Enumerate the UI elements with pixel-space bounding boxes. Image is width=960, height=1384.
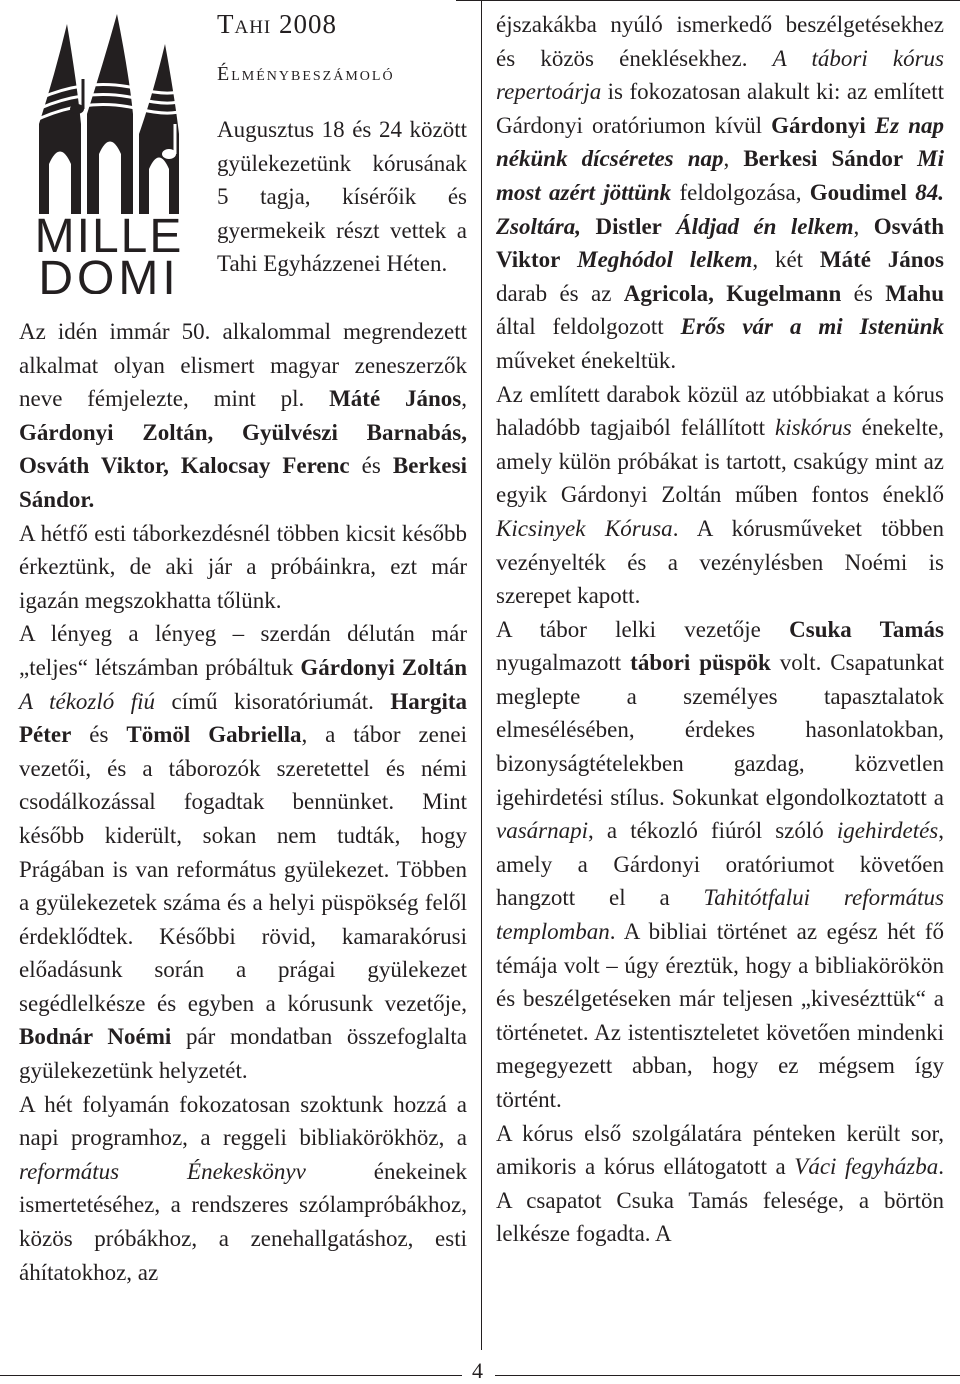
intro-paragraph: Augusztus 18 és 24 között gyülekezetünk kórusának 5 tagja, kísérőik és gyermekeik részt vettek a Tahi Egyházzenei Héten. — [217, 117, 467, 277]
left-paragraph-2: A hétfő esti táborkezdésnél többen kicsit később érkeztünk, de aki jár a próbáinkra, ezt már igazán megszokhatta tőlünk. — [19, 520, 467, 613]
right-paragraph-4: A kórus első szolgálatára pénteken került sor, amikoris a kórus ellátogatott a Váci fegyházba. A csapatot Csuka Tamás felesége, a börtön lelkésze fogadta. A — [496, 1120, 945, 1247]
svg-text:DOMI: DOMI — [38, 252, 180, 294]
right-column — [496, 8, 944, 1251]
column-divider — [481, 0, 482, 1350]
bottom-rule-right — [495, 1375, 960, 1376]
mille-domi-logo — [19, 14, 199, 294]
left-body — [19, 315, 467, 1289]
right-paragraph-3: A tábor lelki vezetője Csuka Tamás nyugalmazott tábori püspök volt. Csapatunkat meglepte a személyes tapasztalatok elmesélésében, érdekes hasonlatokban, bizonyságtételekben gazdag, közvetlen igehirdetési stílus. Sokunkat elgondolkoztatott a vasárnapi, a tékozló fiúról szóló igehirdetés, amely a Gárdonyi oratóriumot követően hangzott el a Tahitótfalui református templomban. A bibliai történet az egész hét fő témája volt – úgy éreztük, hogy a bibliakörökön és beszélgetéseken már teljesen „kivesézttük“ a történetet. Az istentiszteletet követően mindenki megegyezett abban, hogy ez mégsem így történt. — [496, 616, 945, 1112]
article-title: Tahi 2008 — [217, 9, 338, 39]
left-paragraph-3: A lényeg a lényeg – szerdán délután már „teljes“ létszámban próbáltuk Gárdonyi Zoltán A tékozló fiú című kisoratóriumát. Hargita Péter és Tömöl Gabriella, a tábor zenei vezetői, és a táborozók szeretettel és némi csodálkozással fogadtak bennünket. Mint később kiderült, sokan nem tudták, hogy Prágában is van református gyülekezet. Többen a gyülekezetek száma és a helyi püspökség felől érdeklődtek. Későbbi rövid, kamarakórusi előadásunk során a prágai gyülekezet segédlelkésze és egyben a kórusunk vezetője, Bodnár Noémi pár mondatban összefoglalta gyülekezetünk helyzetét. — [19, 621, 467, 1084]
article-header — [19, 0, 467, 315]
article-subtitle: Élménybeszámoló — [217, 63, 395, 85]
right-paragraph-2: Az említett darabok közül az utóbbiakat a kórus haladóbb tagjaiból felállított kiskórus énekelte, amely külön próbákat is tartott, csakúgy mint az egyik Gárdonyi Zoltán műben fontos éneklő Kicsinyek Kórusa. A kórusműveket többen vezényelték és a vezénylésben Noémi is szerepet kapott. — [496, 381, 945, 609]
left-paragraph-1: Az idén immár 50. alkalommal megrendezett alkalmat olyan elismert magyar zeneszerzők neve fémjelezte, mint pl. Máté János, Gárdonyi Zoltán, Gyülvészi Barnabás, Osváth Viktor, Kalocsay Ferenc és Berkesi Sándor. — [19, 319, 467, 512]
left-column — [19, 0, 467, 1289]
bottom-rule-left — [0, 1375, 462, 1376]
top-rule — [456, 0, 960, 1]
page-number: 4 — [472, 1358, 483, 1383]
left-paragraph-4: A hét folyamán fokozatosan szoktunk hozzá a napi programhoz, a reggeli bibliakörökhöz, a református Énekeskönyv énekeinek ismertetéséhez, a rendszeres szólampróbákhoz, közös próbákhoz, a zenehallgatáshoz, esti áhítatokhoz, az — [19, 1091, 467, 1285]
svg-text:MILLE: MILLE — [34, 210, 184, 263]
right-paragraph-1: éjszakákba nyúló ismerkedő beszélgetésekhez és közös éneklésekhez. A tábori kórus repertoárja is fokozatosan alakult ki: az említett Gárdonyi oratóriumon kívül Gárdonyi Ez nap nékünk dícséretes nap, Berkesi Sándor Mi most azért jöttünk feldolgozása, Goudimel 84. Zsoltára, Distler Áldjad én lelkem, Osváth Viktor Meghódol lelkem, két Máté János darab és az Agricola, Kugelmann és Mahu által feldolgozott Erős vár a mi Istenünk műveket énekeltük. — [496, 12, 945, 373]
